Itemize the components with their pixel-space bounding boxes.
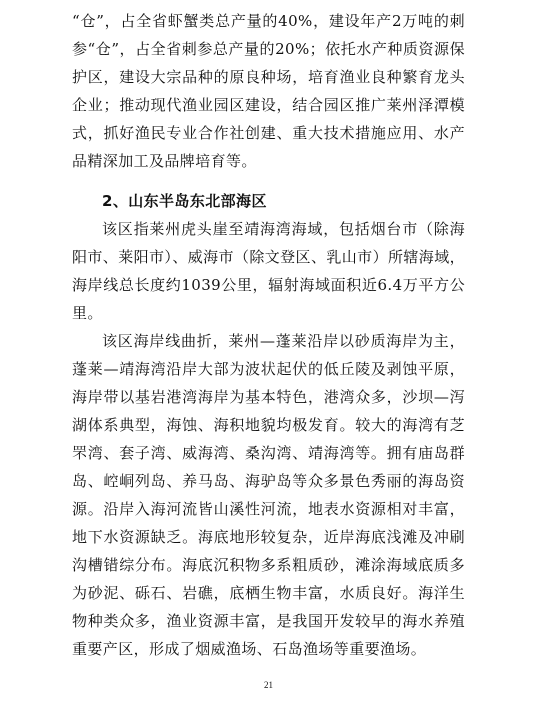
section-body — [72, 215, 465, 663]
page-number: 21 — [264, 680, 273, 690]
section-heading: 2、山东半岛东北部海区 — [102, 192, 267, 210]
paragraph: 该区指莱州虎头崖至靖海湾海域，包括烟台市（除海阳市、莱阳市）、威海市（除文登区、乳山市）所辖海域，海岸线总长度约1039公里，辐射海域面积近6.4万平方公里。 — [72, 220, 465, 322]
continued-paragraph-block — [72, 7, 465, 175]
paragraph: “仓”，占全省虾蟹类总产量的40%，建设年产2万吨的刺参“仓”，占全省刺参总产量的20%；依托水产种质资源保护区，建设大宗品种的原良种场，培育渔业良种繁育龙头企业；推动现代渔业园区建设，结合园区推广莱州泽潭模式，抓好渔民专业合作社创建、重大技术措施应用、水产品精深加工及品牌培育等。 — [72, 12, 465, 170]
paragraph: 该区海岸线曲折，莱州—蓬莱沿岸以砂质海岸为主，蓬莱—靖海湾沿岸大部为波状起伏的低丘陵及剥蚀平原，海岸带以基岩港湾海岸为基本特色，港湾众多，沙坝—泻湖体系典型，海蚀、海积地貌均极发育。较大的海湾有芝罘湾、套子湾、威海湾、桑沟湾、靖海湾等。拥有庙岛群岛、崆峒列岛、养马岛、海驴岛等众多景色秀丽的海岛资源。沿岸入海河流皆山溪性河流，地表水资源相对丰富，地下水资源缺乏。海底地形较复杂，近岸海底浅滩及冲刷沟槽错综分布。海底沉积物多系粗质砂，滩涂海域底质多为砂泥、砾石、岩礁，底栖生物丰富，水质良好。海洋生物种类众多，渔业资源丰富，是我国开发较早的海水养殖重要产区，形成了烟威渔场、石岛渔场等重要渔场。 — [72, 332, 465, 658]
